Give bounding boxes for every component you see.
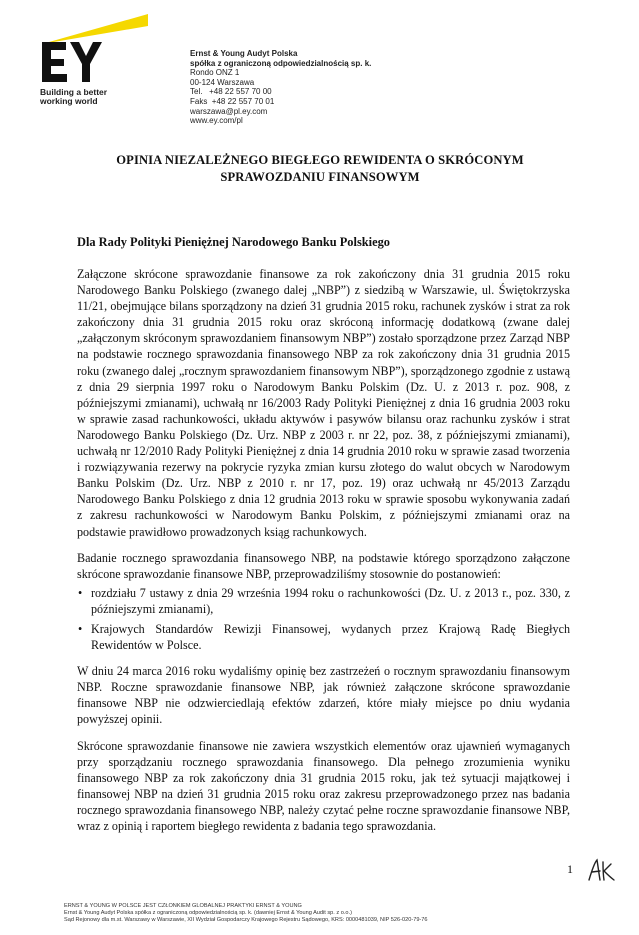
- paragraph-2: Badanie rocznego sprawozdania finansowego NBP, na podstawie którego sporządzono załączone skrócone sprawozdanie finansowe NBP, przeprowadziliśmy stosownie do postanowień:: [77, 550, 570, 581]
- list-item: • Krajowych Standardów Rewizji Finansowej, wydanych przez Krajową Radę Biegłych Rewidentów w Polsce.: [77, 621, 570, 653]
- handwritten-initials-signature: [586, 856, 616, 884]
- ey-logo: [40, 12, 150, 106]
- tagline-line2: working world: [40, 96, 98, 106]
- tagline-line1: Building a better: [40, 87, 108, 97]
- regulations-list: [77, 585, 570, 653]
- document-body: [77, 266, 570, 844]
- paragraph-4: Skrócone sprawozdanie finansowe nie zawiera wszystkich elementów oraz ujawnień wymaganych przy sporządzaniu rocznego sprawozdania finansowego. Dla pełnego zrozumienia wyniku finansowego NBP za rok zakończony dnia 31 grudnia 2015 roku, jak też sytuacji majątkowej i finansowej NBP na dzień 31 grudnia 2015 roku oraz zakresu przeprowadzonego przez nas badania rocznego sprawozdania finansowego NBP, należy czytać pełne roczne sprawozdanie finansowe NBP, wraz z opinią i raportem biegłego rewidenta z badania tego sprawozdania.: [77, 738, 570, 833]
- legal-footer: [64, 903, 428, 924]
- document-title: [60, 152, 580, 186]
- ey-wordmark: [42, 38, 104, 84]
- footer-line2: Ernst & Young Audyt Polska spółka z ograniczoną odpowiedzialnością sp. k. (dawniej Ernst & Young Audit sp. z o.o.): [64, 910, 352, 916]
- paragraph-1: Załączone skrócone sprawozdanie finansowe za rok zakończony dnia 31 grudnia 2015 roku Narodowego Banku Polskiego (zwanego dalej „NBP”) z siedzibą w Warszawie, ul. Świętokrzyska 11/21, obejmujące bilans sporządzony na dzień 31 grudnia 2015 roku, rachunek zysków i strat za rok zakończony dnia 31 grudnia 2015 roku oraz skróconą informację dodatkową (zwane dalej „załączonym skróconym sprawozdaniem finansowym NBP”) zostało sporządzone przez Zarząd NBP na podstawie rocznego sprawozdania finansowego NBP za rok zakończony dnia 31 grudnia 2015 roku (zwanego dalej „rocznym sprawozdaniem finansowym NBP”), sporządzonego zgodnie z ustawą z dnia 29 sierpnia 1997 roku o Narodowym Banku Polskim (Dz. U. z 2013 r. poz. 908, z późniejszymi zmianami), uchwałą nr 16/2003 Rady Polityki Pieniężnej z dnia 16 grudnia 2003 roku w sprawie zasad rachunkowości, układu aktywów i pasywów bilansu oraz rachunku zysków i strat Narodowego Banku Polskiego (Dz. Urz. NBP z 2003 r. nr 22, poz. 38, z późniejszymi zmianami), uchwałą nr 12/2010 Rady Polityki Pieniężnej z dnia 14 grudnia 2010 roku w sprawie zasad tworzenia i rozwiązywania rezerwy na pokrycie ryzyka zmian kursu złotego do walut obcych w Narodowym Banku Polskim (Dz. Urz. NBP z 2010 r. nr 17, poz. 19) oraz uchwałą nr 45/2013 Zarządu Narodowego Banku Polskiego z dnia 12 grudnia 2013 roku w sprawie sposobu wykonywania zadań z zakresu rachunkowości w Narodowym Banku Polskim, z późniejszymi zmianami oraz na podstawie prawidłowo prowadzonych ksiąg rachunkowych.: [77, 267, 570, 539]
- company-street: Rondo ONZ 1: [190, 68, 240, 78]
- company-phone: Tel. +48 22 557 70 00: [190, 87, 272, 97]
- footer-line1: ERNST & YOUNG W POLSCE JEST CZŁONKIEM GLOBALNEJ PRAKTYKI ERNST & YOUNG: [64, 903, 302, 909]
- company-fax: Faks +48 22 557 70 01: [190, 96, 275, 106]
- paragraph-3: W dniu 24 marca 2016 roku wydaliśmy opinię bez zastrzeżeń o rocznym sprawozdaniu finansowym NBP. Roczne sprawozdanie finansowe NBP, jak również załączone skrócone sprawozdanie finansowe NBP nie odzwierciedlają efektów zdarzeń, które miały miejsce po dniu wydania powyższej opinii.: [77, 664, 570, 727]
- title-line2: SPRAWOZDANIU FINANSOWYM: [220, 170, 420, 184]
- company-legal-form: spółka z ograniczoną odpowiedzialnością sp. k.: [190, 58, 372, 68]
- company-email: warszawa@pl.ey.com: [190, 106, 268, 116]
- company-name: Ernst & Young Audyt Polska: [190, 49, 298, 58]
- company-address-block: [190, 49, 371, 126]
- page-number: 1: [567, 862, 573, 876]
- addressee: Dla Rady Polityki Pieniężnej Narodowego Banku Polskiego: [77, 235, 390, 249]
- tagline: [40, 88, 160, 106]
- company-website: www.ey.com/pl: [190, 116, 243, 126]
- title-line1: OPINIA NIEZALEŻNEGO BIEGŁEGO REWIDENTA O SKRÓCONYM: [116, 153, 524, 167]
- list-item: • rozdziału 7 ustawy z dnia 29 września 1994 roku o rachunkowości (Dz. U. z 2013 r., poz. 330, z późniejszymi zmianami),: [77, 585, 570, 617]
- footer-line3: Sąd Rejonowy dla m.st. Warszawy w Warszawie, XII Wydział Gospodarczy Krajowego Rejestru Sądowego, KRS: 0000481039, NIP 526-020-79-76: [64, 917, 428, 923]
- company-postcode-city: 00-124 Warszawa: [190, 77, 255, 87]
